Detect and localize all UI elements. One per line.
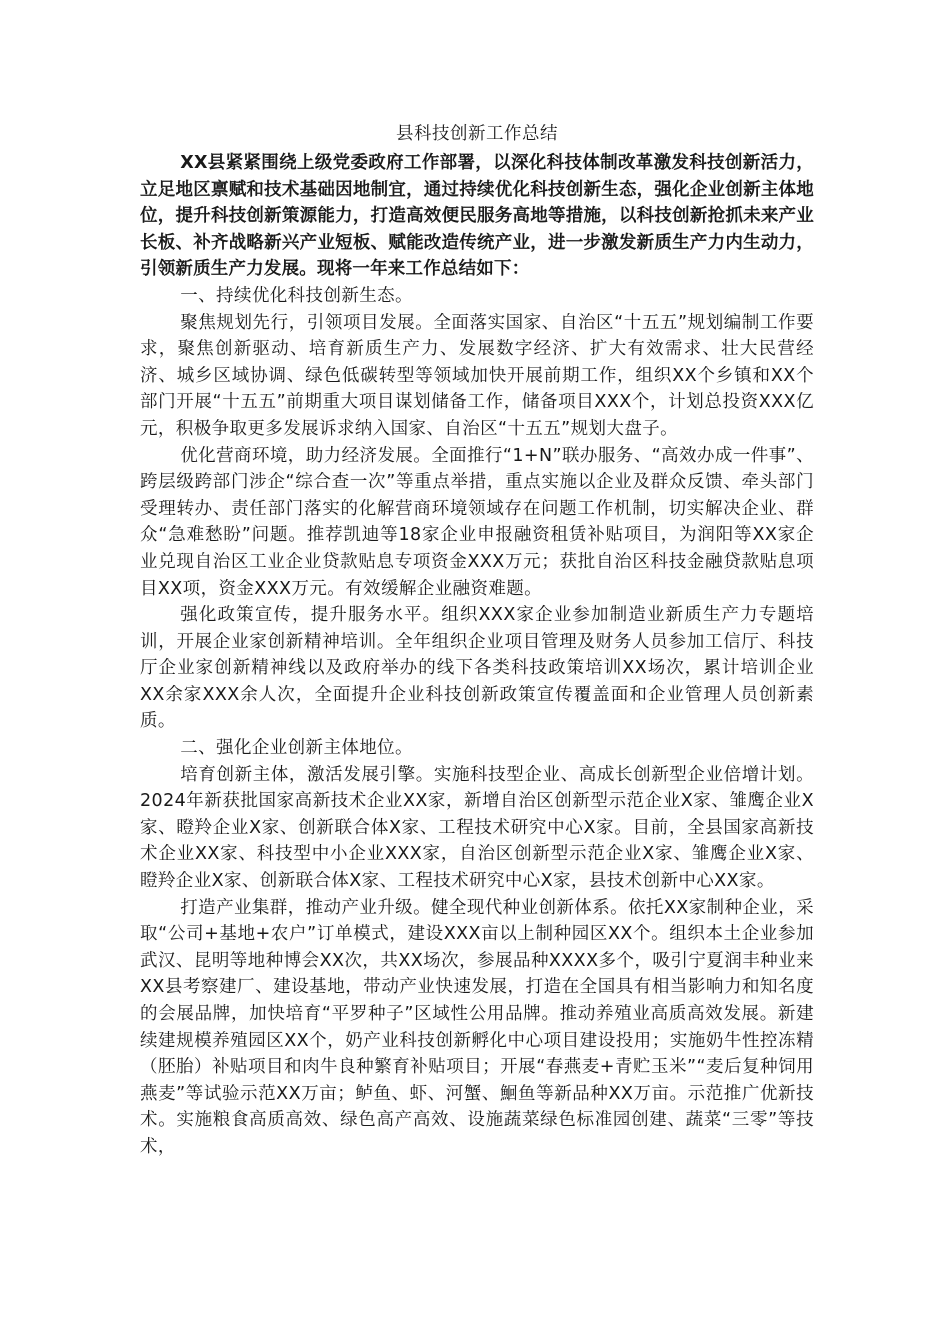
document-page (140, 120, 814, 1161)
section-heading-1: 一、持续优化科技创新生态。 (180, 285, 413, 306)
section-heading-2: 二、强化企业创新主体地位。 (180, 738, 413, 759)
body-paragraph: 强化政策宣传，提升服务水平。组织XXX家企业参加制造业新质生产力专题培训，开展企业家创新精神培训。全年组织企业项目管理及财务人员参加工信厅、科技厅企业家创新精神线以及政府举办的线下各类科技政策培训XX场次，累计培训企业XX余家XXX余人次，全面提升企业科技创新政策宣传覆盖面和企业管理人员创新素质。 (140, 605, 814, 732)
body-paragraph: 培育创新主体，激活发展引擎。实施科技型企业、高成长创新型企业倍增计划。2024年新获批国家高新技术企业XX家，新增自治区创新型示范企业X家、雏鹰企业X家、瞪羚企业X家、创新联合体X家、工程技术研究中心X家。目前，全县国家高新技术企业XX家、科技型中小企业XXX家，自治区创新型示范企业X家、雏鹰企业X家、瞪羚企业X家、创新联合体X家、工程技术研究中心X家，县技术创新中心XX家。 (140, 764, 814, 892)
body-paragraph: 优化营商环境，助力经济发展。全面推行“1+N”联办服务、“高效办成一件事”、跨层级跨部门涉企“综合查一次”等重点举措，重点实施以企业及群众反馈、牵头部门受理转办、责任部门落实的化解营商环境领域存在问题工作机制，切实解决企业、群众“急难愁盼”问题。推荐凯迪等18家企业申报融资租赁补贴项目，为润阳等XX家企业兑现自治区工业企业贷款贴息专项资金XXX万元；获批自治区科技金融贷款贴息项目XX项，资金XXX万元。有效缓解企业融资难题。 (140, 445, 814, 599)
intro-paragraph: XX县紧紧围绕上级党委政府工作部署，以深化科技体制改革激发科技创新活力，立足地区禀赋和技术基础因地制宜，通过持续优化科技创新生态，强化企业创新主体地位，提升科技创新策源能力，打造高效便民服务高地等措施，以科技创新抢抓未来产业长板、补齐战略新兴产业短板、赋能改造传统产业，进一步激发新质生产力内生动力，引领新质生产力发展。现将一年来工作总结如下： (140, 153, 814, 280)
body-paragraph: 打造产业集群，推动产业升级。健全现代种业创新体系。依托XX家制种企业，采取“公司+基地+农户”订单模式，建设XXX亩以上制种园区XX个。组织本土企业参加武汉、昆明等地种博会XX次，共XX场次，参展品种XXXX多个，吸引宁夏润丰种业来XX县考察建厂、建设基地，带动产业快速发展，打造在全国具有相当影响力和知名度的会展品牌，加快培育“平罗种子”区域性公用品牌。推动养殖业高质高效发展。新建续建规模养殖园区XX个，奶产业科技创新孵化中心项目建设投用；实施奶牛性控冻精（胚胎）补贴项目和肉牛良种繁育补贴项目；开展“春燕麦+青贮玉米”“麦后复种饲用燕麦”等试验示范XX万亩；鲈鱼、虾、河蟹、鮰鱼等新品种XX万亩。示范推广优新技术。实施粮食高质高效、绿色高产高效、设施蔬菜绿色标准园创建、蔬菜“三零”等技术， (140, 897, 814, 1157)
body-paragraph: 聚焦规划先行，引领项目发展。全面落实国家、自治区“十五五”规划编制工作要求，聚焦创新驱动、培育新质生产力、发展数字经济、扩大有效需求、壮大民营经济、城乡区域协调、绿色低碳转型等领域加快开展前期工作，组织XX个乡镇和XX个部门开展“十五五”前期重大项目谋划储备工作，储备项目XXX个，计划总投资XXX亿元，积极争取更多发展诉求纳入国家、自治区“十五五”规划大盘子。 (140, 312, 814, 439)
document-title: 县科技创新工作总结 (396, 124, 558, 144)
